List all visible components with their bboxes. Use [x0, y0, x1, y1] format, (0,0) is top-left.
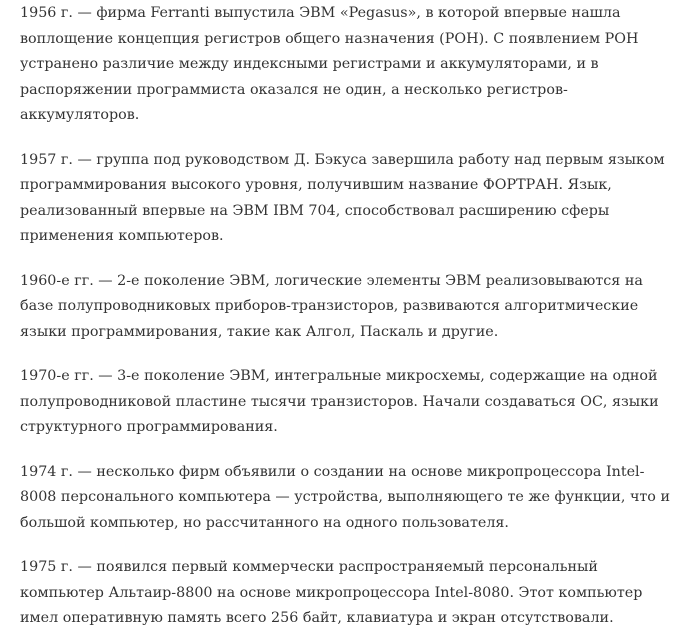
paragraph-1970s — [20, 364, 676, 441]
article-body — [0, 1, 696, 626]
paragraph-1957 — [20, 148, 676, 250]
paragraph-line: большой компьютер, но рассчитанного на одного пользователя. — [20, 514, 509, 531]
paragraph-1974 — [20, 460, 676, 537]
paragraph-line: применения компьютеров. — [20, 228, 224, 244]
paragraph-line: воплощение концепция регистров общего назначения (РОН). С появлением РОН — [20, 30, 639, 47]
paragraph-line: имел оперативную память всего 256 байт, клавиатура и экран отсутствовали. — [20, 610, 614, 626]
paragraph-line: базе полупроводниковых приборов-транзисторов, развиваются алгоритмические — [20, 298, 639, 314]
paragraph-line: 1960-е гг. — 2-е поколение ЭВМ, логические элементы ЭВМ реализовываются на — [20, 272, 643, 289]
paragraph-line: 1970-е гг. — 3-е поколение ЭВМ, интегральные микросхемы, содержащие на одной — [20, 368, 658, 384]
paragraph-1960s — [20, 269, 676, 346]
paragraph-line: программирования высокого уровня, получившим название ФОРТРАН. Язык, — [20, 177, 612, 193]
paragraph-line: языки программирования, такие как Алгол, Паскаль и другие. — [20, 323, 499, 340]
paragraph-line: структурного программирования. — [20, 419, 278, 435]
paragraph-1975 — [20, 555, 676, 632]
paragraph-line: 8008 персонального компьютера — устройства, выполняющего те же функции, что и — [20, 489, 670, 505]
paragraph-line: 1956 г. — фирма Ferranti выпустила ЭВМ «Pegasus», в которой впервые нашла — [20, 5, 621, 21]
paragraph-line: полупроводниковой пластине тысячи транзисторов. Начали создаваться ОС, языки — [20, 393, 659, 410]
paragraph-line: компьютер Альтаир-8800 на основе микропроцессора Intel-8080. Этот компьютер — [20, 584, 643, 601]
paragraph-line: 1974 г. — несколько фирм объявили о создании на основе микропроцессора Intel- — [20, 463, 645, 480]
paragraph-line: устранено различие между индексными регистрами и аккумуляторами, и в — [20, 56, 599, 72]
paragraph-1956 — [20, 1, 676, 129]
paragraph-line: 1957 г. — группа под руководством Д. Бэкуса завершила работу над первым языком — [20, 151, 665, 168]
paragraph-line: распоряжении программиста оказался не один, а несколько регистров- — [20, 81, 568, 98]
paragraph-line: 1975 г. — появился первый коммерчески распространяемый персональный — [20, 559, 598, 575]
paragraph-line: реализованный впервые на ЭВМ IBM 704, способствовал расширению сферы — [20, 202, 610, 219]
paragraph-line: аккумуляторов. — [20, 107, 140, 123]
